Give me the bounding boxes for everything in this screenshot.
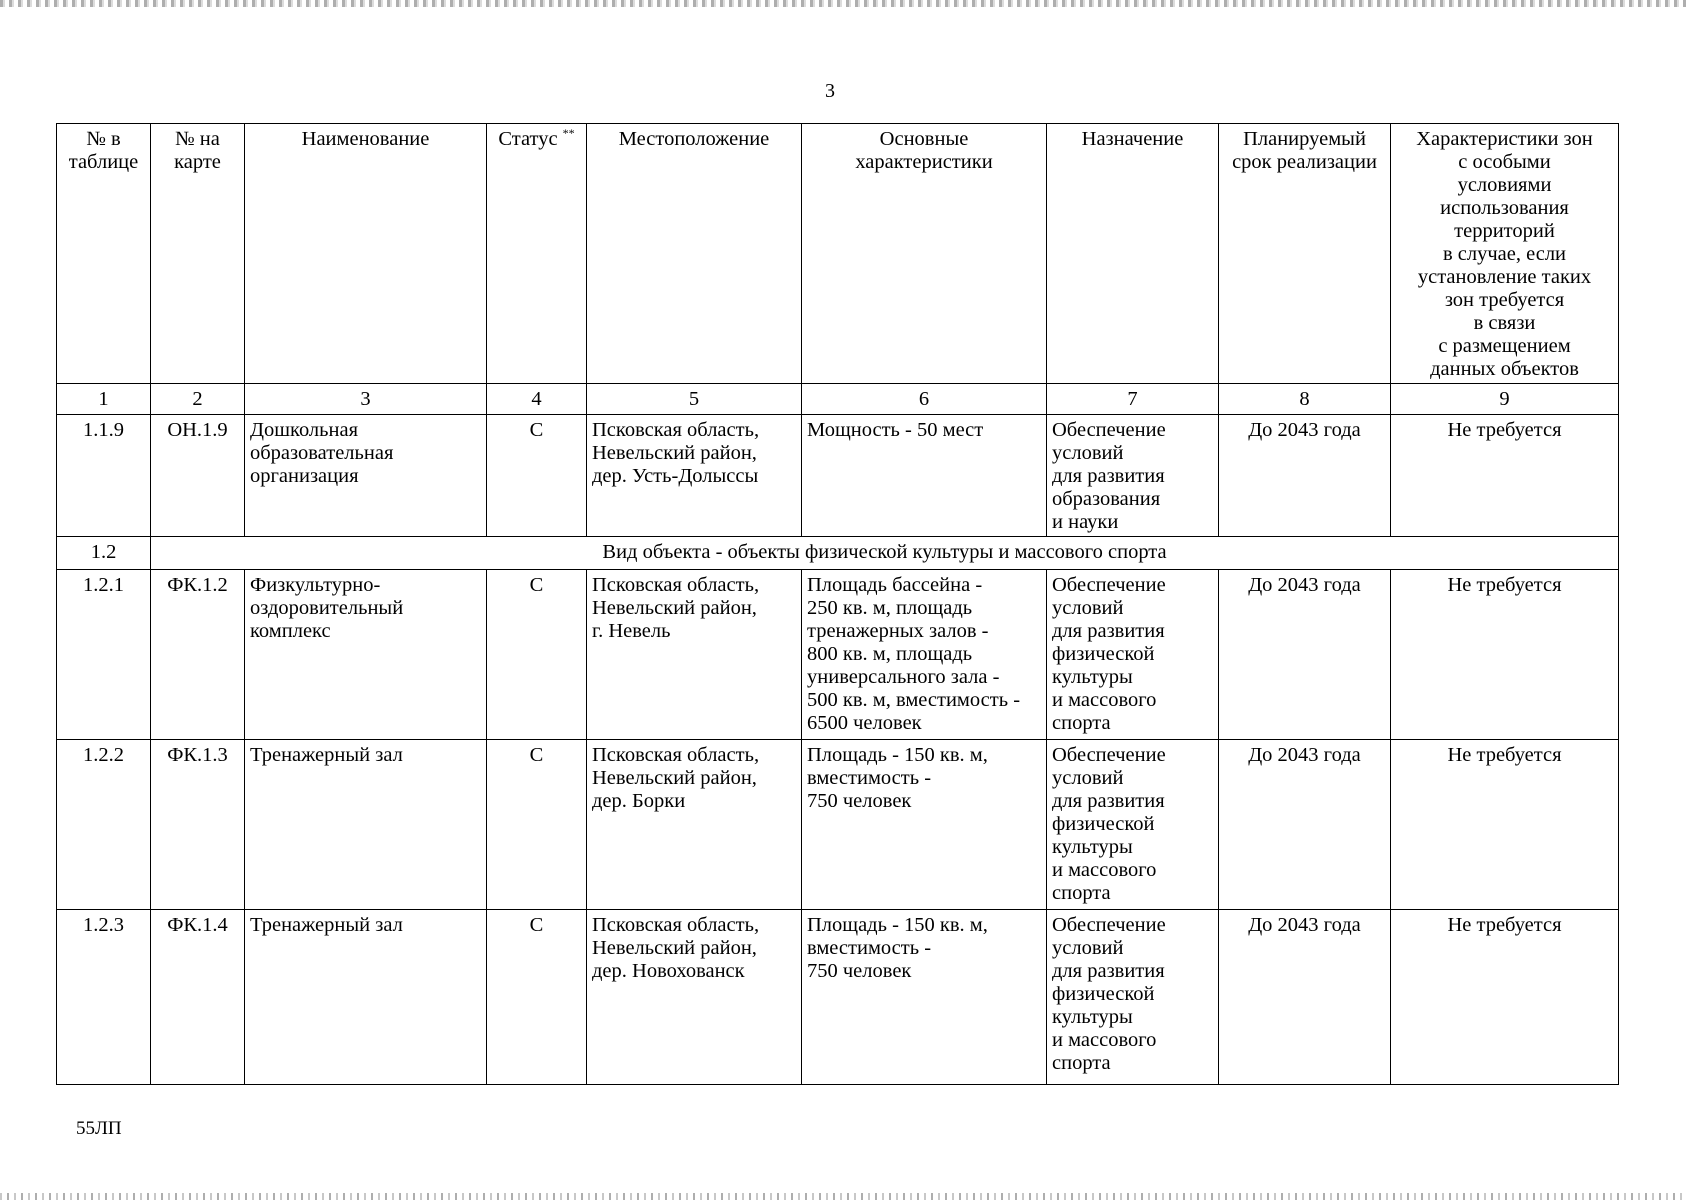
table-row [57, 415, 1619, 537]
header-text: № в таблице [68, 128, 139, 173]
header-text: № на карте [174, 128, 221, 173]
cell-status: С [487, 740, 587, 910]
cell-map-number: ФК.1.4 [151, 910, 245, 1085]
header-status [487, 124, 587, 384]
column-numbers-row [57, 384, 1619, 415]
cell-characteristics: Площадь - 150 кв. м, вместимость - 750 человек [802, 740, 1047, 910]
cell-name: Тренажерный зал [245, 740, 487, 910]
cell-status: С [487, 910, 587, 1085]
cell-name: Физкультурно- оздоровительный комплекс [245, 570, 487, 740]
footer-document-code: 55ЛП [76, 1118, 122, 1139]
cell-map-number: ФК.1.2 [151, 570, 245, 740]
column-number: 9 [1391, 384, 1619, 415]
cell-name: Дошкольная образовательная организация [245, 415, 487, 537]
cell-location: Псковская область, Невельский район, дер. Новохованск [587, 910, 802, 1085]
table-row [57, 570, 1619, 740]
cell-characteristics: Площадь - 150 кв. м, вместимость - 750 человек [802, 910, 1047, 1085]
column-number: 4 [487, 384, 587, 415]
cell-characteristics: Мощность - 50 мест [802, 415, 1047, 537]
header-text: Назначение [1081, 128, 1184, 150]
cell-number: 1.2.3 [57, 910, 151, 1085]
cell-number: 1.1.9 [57, 415, 151, 537]
column-number: 1 [57, 384, 151, 415]
cell-purpose: Обеспечение условий для развития физической культуры и массового спорта [1047, 570, 1219, 740]
cell-purpose: Обеспечение условий для развития физической культуры и массового спорта [1047, 910, 1219, 1085]
cell-term: До 2043 года [1219, 570, 1391, 740]
column-number: 7 [1047, 384, 1219, 415]
column-number: 2 [151, 384, 245, 415]
cell-status: С [487, 570, 587, 740]
table-row [57, 740, 1619, 910]
header-name [245, 124, 487, 384]
column-number: 6 [802, 384, 1047, 415]
header-map-number [151, 124, 245, 384]
header-text: Характеристики зон с особыми условиями использования территорий в случае, если установление таких зон требуется в связи с размещением данных объектов [1416, 128, 1593, 380]
table-header-row [57, 124, 1619, 384]
cell-zones: Не требуется [1391, 415, 1619, 537]
scan-edge-top [0, 0, 1686, 7]
section-row [57, 537, 1619, 570]
cell-location: Псковская область, Невельский район, г. Невель [587, 570, 802, 740]
cell-zones: Не требуется [1391, 570, 1619, 740]
table-row [57, 910, 1619, 1085]
column-number: 5 [587, 384, 802, 415]
column-number: 8 [1219, 384, 1391, 415]
header-text: Наименование [301, 128, 430, 150]
status-footnote-mark: ** [562, 126, 575, 141]
header-table-number [57, 124, 151, 384]
header-text: Основные характеристики [855, 128, 993, 173]
objects-table [56, 123, 1619, 1085]
cell-map-number: ОН.1.9 [151, 415, 245, 537]
cell-characteristics: Площадь бассейна - 250 кв. м, площадь тренажерных залов - 800 кв. м, площадь универсального зала - 500 кв. м, вместимость - 6500 человек [802, 570, 1047, 740]
header-characteristics [802, 124, 1047, 384]
header-text: Статус [498, 128, 558, 150]
cell-purpose: Обеспечение условий для развития физической культуры и массового спорта [1047, 740, 1219, 910]
header-zones [1391, 124, 1619, 384]
section-number: 1.2 [57, 537, 151, 570]
column-number: 3 [245, 384, 487, 415]
cell-zones: Не требуется [1391, 740, 1619, 910]
scan-edge-bottom [0, 1193, 1686, 1200]
header-text: Планируемый срок реализации [1232, 128, 1377, 173]
cell-purpose: Обеспечение условий для развития образования и науки [1047, 415, 1219, 537]
header-text: Местоположение [618, 128, 770, 150]
cell-number: 1.2.1 [57, 570, 151, 740]
page-number: 3 [825, 80, 835, 102]
header-purpose [1047, 124, 1219, 384]
cell-term: До 2043 года [1219, 415, 1391, 537]
header-term [1219, 124, 1391, 384]
cell-location: Псковская область, Невельский район, дер. Усть-Долыссы [587, 415, 802, 537]
section-title: Вид объекта - объекты физической культуры и массового спорта [151, 537, 1619, 570]
cell-location: Псковская область, Невельский район, дер. Борки [587, 740, 802, 910]
cell-term: До 2043 года [1219, 910, 1391, 1085]
cell-name: Тренажерный зал [245, 910, 487, 1085]
cell-number: 1.2.2 [57, 740, 151, 910]
cell-status: С [487, 415, 587, 537]
cell-zones: Не требуется [1391, 910, 1619, 1085]
header-location [587, 124, 802, 384]
cell-term: До 2043 года [1219, 740, 1391, 910]
cell-map-number: ФК.1.3 [151, 740, 245, 910]
